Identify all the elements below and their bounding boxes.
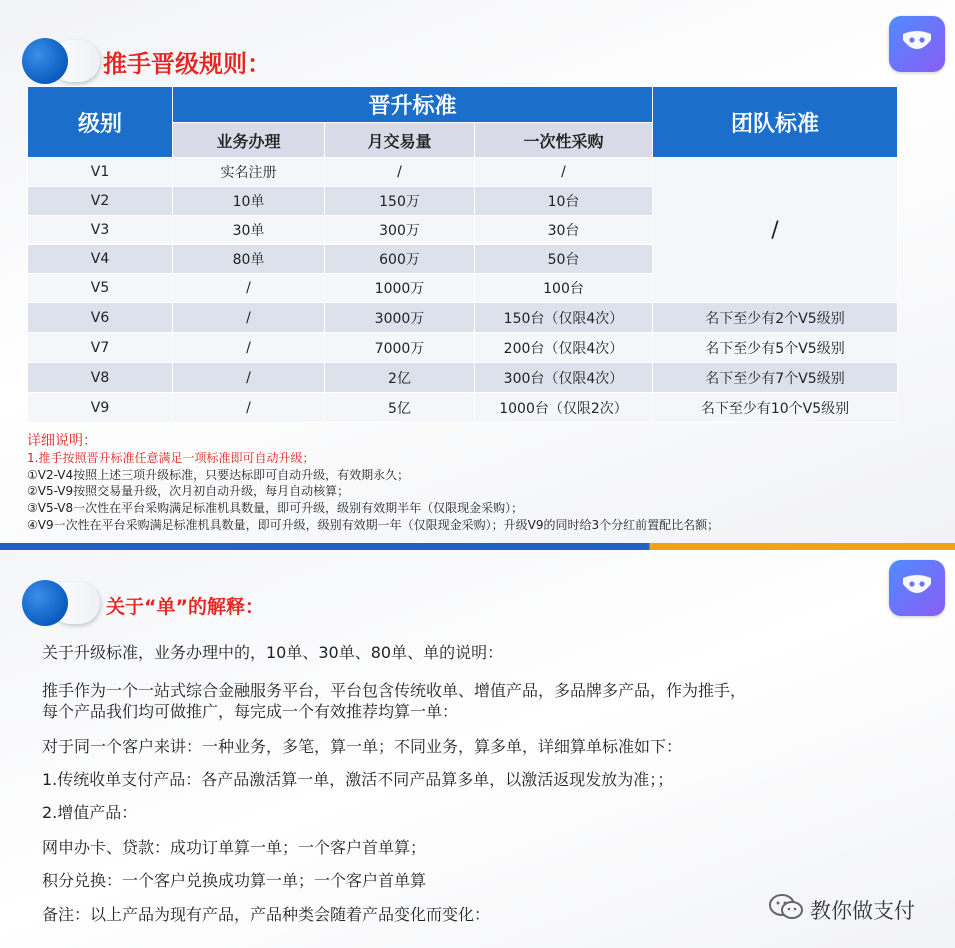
cell-purchase: / (475, 158, 653, 187)
header-level: 级别 (28, 87, 173, 158)
explanation-paragraph: 对于同一个客户来讲：一种业务，多笔，算一单；不同业务，算多单，详细算单标准如下： (42, 737, 683, 756)
cell-volume: 300万 (325, 216, 475, 245)
cell-level: V2 (28, 187, 173, 216)
cell-business: / (173, 333, 325, 363)
cell-purchase: 150台（仅限4次） (475, 303, 653, 333)
cell-business: 10单 (173, 187, 325, 216)
notes-line: ③V5-V8一次性在平台采购满足标准机具数量，即可升级，级别有效期半年（仅限现金采购）； (27, 501, 524, 516)
subheader-business: 业务办理 (173, 123, 325, 158)
notes-line: ④V9一次性在平台采购满足标准机具数量，即可升级，级别有效期一年（仅限现金采购）；升级V9的同时给3个分红前置配比名额； (27, 517, 720, 532)
subheader-volume: 月交易量 (325, 123, 475, 158)
cell-purchase: 30台 (475, 216, 653, 245)
app-logo-icon (889, 560, 945, 616)
explanation-paragraph: 每个产品我们均可做推广，每完成一个有效推荐均算一单： (42, 702, 459, 721)
app-logo-icon (889, 16, 945, 72)
cell-purchase: 200台（仅限4次） (475, 333, 653, 363)
table-row (28, 303, 898, 333)
header-upgrade-standard: 晋升标准 (173, 87, 653, 123)
cell-purchase: 50台 (475, 245, 653, 274)
cell-volume: 2亿 (325, 363, 475, 393)
notes-line: ①V2-V4按照上述三项升级标准，只要达标即可自动升级，有效期永久； (27, 467, 410, 482)
explanation-paragraph: 2.增值产品： (42, 803, 138, 822)
explanation-paragraph: 1.传统收单支付产品：各产品激活算一单，激活不同产品算多单，以激活返现发放为准；； (42, 770, 674, 789)
subheader-purchase: 一次性采购 (475, 123, 653, 158)
cell-team: 名下至少有10个V5级别 (653, 393, 898, 423)
explanation-paragraph: 网申办卡、贷款：成功订单算一单；一个客户首单算； (42, 838, 427, 857)
cell-volume: 3000万 (325, 303, 475, 333)
cell-level: V1 (28, 158, 173, 187)
notes-line: ②V5-V9按照交易量升级，次月初自动升级，每月自动核算； (27, 484, 350, 499)
explanation-paragraph: 关于升级标准，业务办理中的，10单、30单、80单、单的说明： (42, 643, 504, 662)
table-row (28, 363, 898, 393)
cell-volume: 150万 (325, 187, 475, 216)
explanation-paragraph: 推手作为一个一站式综合金融服务平台，平台包含传统收单、增值产品，多品牌多产品，作为推手， (42, 681, 747, 700)
upgrade-rules-table (27, 86, 898, 423)
cell-team: 名下至少有2个V5级别 (653, 303, 898, 333)
cell-team-merged: / (653, 158, 898, 303)
wechat-watermark (768, 893, 915, 926)
cell-business: 80单 (173, 245, 325, 274)
section-bullet-icon (22, 580, 102, 626)
section-divider (0, 543, 955, 550)
cell-volume: 1000万 (325, 274, 475, 303)
section-bullet-icon (22, 38, 102, 84)
explanation-paragraph: 积分兑换：一个客户兑换成功算一单；一个客户首单算 (42, 871, 427, 890)
cell-team: 名下至少有5个V5级别 (653, 333, 898, 363)
cell-business: / (173, 303, 325, 333)
cell-purchase: 10台 (475, 187, 653, 216)
cell-level: V3 (28, 216, 173, 245)
cell-level: V6 (28, 303, 173, 333)
cell-business: 实名注册 (173, 158, 325, 187)
explanation-paragraph: 备注：以上产品为现有产品，产品种类会随着产品变化而变化： (42, 905, 491, 924)
table-row (28, 393, 898, 423)
cell-purchase: 1000台（仅限2次） (475, 393, 653, 423)
account-name: 教你做支付 (810, 898, 915, 923)
notes-title: 详细说明： (27, 433, 97, 449)
cell-level: V7 (28, 333, 173, 363)
cell-level: V9 (28, 393, 173, 423)
cell-level: V8 (28, 363, 173, 393)
cell-business: 30单 (173, 216, 325, 245)
notes-line: 1.推手按照晋升标准任意满足一项标准即可自动升级； (27, 450, 315, 465)
cell-volume: / (325, 158, 475, 187)
cell-business: / (173, 363, 325, 393)
header-team-standard: 团队标准 (653, 87, 898, 158)
cell-business: / (173, 274, 325, 303)
cell-volume: 7000万 (325, 333, 475, 363)
table-row (28, 333, 898, 363)
cell-volume: 600万 (325, 245, 475, 274)
cell-level: V4 (28, 245, 173, 274)
cell-volume: 5亿 (325, 393, 475, 423)
cell-purchase: 100台 (475, 274, 653, 303)
detail-notes (27, 433, 927, 534)
cell-purchase: 300台（仅限4次） (475, 363, 653, 393)
section-title: 推手晋级规则： (103, 50, 271, 78)
cell-team: 名下至少有7个V5级别 (653, 363, 898, 393)
table-row (28, 158, 898, 187)
cell-business: / (173, 393, 325, 423)
cell-level: V5 (28, 274, 173, 303)
section-title: 关于“单”的解释： (106, 596, 264, 618)
wechat-icon (768, 893, 804, 926)
